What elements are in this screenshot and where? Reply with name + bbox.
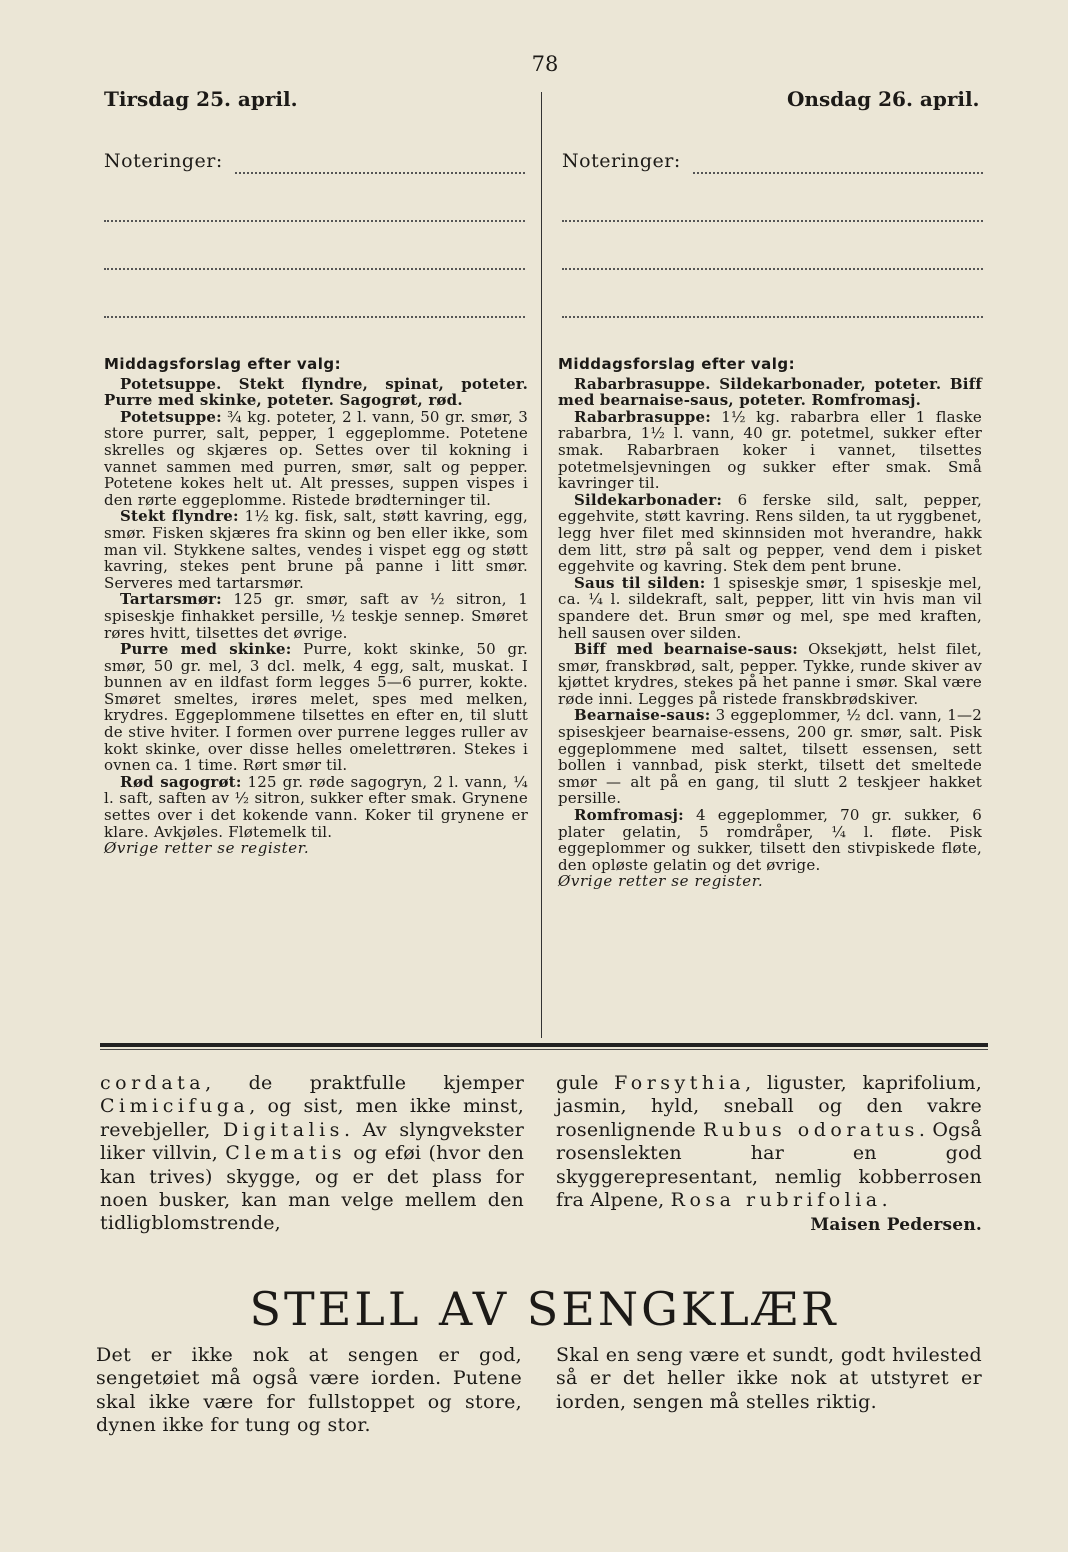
left-menu-column <box>104 356 528 857</box>
left-menu-intro: Potetsuppe. Stekt flyndre, spinat, poteter. Purre med skinke, poteter. Sagogrøt, rød. <box>104 374 528 410</box>
recipe-text: Oksekjøtt, helst filet, smør, franskbrød, salt, pepper. Tykke, runde skiver av kjøttet krydres, stekes på het panne i smør. Skal være røde inni. Legges på ristede franskbrødskiver. <box>558 640 982 708</box>
recipe-name: Tartarsmør: <box>120 590 222 609</box>
section-rule <box>100 1043 988 1047</box>
right-notes-line <box>693 172 983 174</box>
right-closing-note: Øvrige retter se register. <box>558 872 764 891</box>
right-menu-heading: Middagsforslag efter valg: <box>558 355 796 373</box>
plant-name: cordata <box>100 1072 206 1094</box>
article-text: . Også rosenslekten har en god skyggerepresentant, nemlig kobberrosen fra Alpene, <box>556 1118 982 1212</box>
article-text: gule <box>556 1072 615 1094</box>
article-text: og eføi (hvor den kan trives) skygge, og er det plass for noen busker, kan man velge mellem den tidligblomstrende, <box>100 1142 525 1235</box>
recipe <box>104 409 528 509</box>
section-right-column <box>556 1344 982 1414</box>
left-notes-line <box>235 172 525 174</box>
recipe-name: Potetsuppe: <box>120 407 222 426</box>
article-text: , de praktfulle kjemper <box>205 1072 524 1094</box>
recipe-text: 125 gr. røde sagogryn, 2 l. vann, ¼ l. saft, saften av ½ sitron, sukker efter smak. Grynene settes over i det kokende vann. Koker til grynene er klare. Avkjøles. Fløtemelk til. <box>104 772 529 841</box>
article-paragraph <box>556 1072 982 1212</box>
recipe-text: ¾ kg. poteter, 2 l. vann, 50 gr. smør, 3 store purrer, salt, pepper, 1 eggeplomme. Potetene skrelles og skjæres op. Settes over til kokning i vannet sammen med purren, smør, salt og pepper. Potetene kokes helt ut. Alt presses, suppen vispes i den rørte eggeplomme. Ristede brødterninger til. <box>104 407 528 509</box>
section-paragraph: Det er ikke nok at sengen er god, sengetøiet må også være iorden. Putene skal ikke være for fullstoppet og store, dynen ikke for tung og stor. <box>96 1344 522 1437</box>
article-text: . Av slyngvekster liker villvin, <box>100 1118 524 1165</box>
recipe <box>558 409 982 492</box>
recipe-name: Rød sagogrøt: <box>120 772 242 791</box>
section-left-column <box>96 1344 522 1438</box>
recipe-name: Sildekarbonader: <box>574 490 723 509</box>
recipe <box>558 707 982 807</box>
recipe-name: Purre med skinke: <box>120 640 292 659</box>
left-notes-line <box>104 268 525 270</box>
recipe <box>558 492 982 575</box>
right-menu-column <box>558 356 982 890</box>
right-day-heading: Onsdag 26. april. <box>787 87 980 111</box>
recipe-name: Rabarbrasuppe: <box>574 407 711 426</box>
left-notes-line <box>104 316 525 318</box>
plant-name: Clematis <box>225 1142 346 1165</box>
left-closing-note: Øvrige retter se register. <box>104 839 310 858</box>
left-menu-heading: Middagsforslag efter valg: <box>104 355 342 373</box>
plant-name: Forsythia <box>614 1072 746 1094</box>
recipe <box>104 591 528 641</box>
recipe-text: 125 gr. smør, saft av ½ sitron, 1 spiseskje finhakket persille, ½ teskje sennep. Smøret røres hvitt, tilsettes det øvrige. <box>104 590 529 642</box>
right-notes-line <box>562 220 983 222</box>
recipe <box>104 508 528 591</box>
left-notes-line <box>104 220 525 222</box>
recipe <box>104 774 528 840</box>
article-text: , og sist, men ikke minst, revebjeller, <box>100 1095 524 1141</box>
article-left-column <box>100 1072 524 1236</box>
plant-name: Rubus odoratus <box>703 1118 919 1141</box>
right-notes-line <box>562 316 983 318</box>
recipe-text: 3 eggeplommer, ½ dcl. vann, 1—2 spiseskjeer bearnaise-essens, 200 gr. smør, salt. Pisk eggeplommene med saltet, tilsett essensen, sett bollen i vannbad, pisk sterkt, tilsett det smeltede smør — alt på en gang, til slutt 2 teskjeer hakket persille. <box>558 706 982 808</box>
recipe-text: Purre, kokt skinke, 50 gr. smør, 50 gr. mel, 3 dcl. melk, 4 egg, salt, muskat. I bunnen av en ildfast form legges 5—6 purrer, kokte. Smøret smeltes, irøres melet, spes med melken, krydres. Eggeplommene tilsettes en efter en, til slutt de stive hviter. I formen over purrene legges ruller av kokt skinke, over disse helles omelettrøren. Stekes i ovnen ca. 1 time. Rørt smør til. <box>104 640 528 775</box>
right-notes-line <box>562 268 983 270</box>
article-text: . <box>881 1189 888 1212</box>
recipe-name: Bearnaise-saus: <box>574 706 711 725</box>
article-right-column <box>556 1072 982 1238</box>
section-title: STELL AV SENGKLÆR <box>249 1282 839 1336</box>
left-day-heading: Tirsdag 25. april. <box>104 87 298 111</box>
recipe-text: 6 ferske sild, salt, pepper, eggehvite, støtt kavring. Rens silden, ta ut ryggbenet, legg hver filet med skinnsiden mot hverandre, hakk dem litt, strø på salt og pepper, vend dem i pisket eggehvite og kavring. Stek dem pent brune. <box>558 490 982 576</box>
plant-name: Digitalis <box>223 1118 344 1141</box>
section-paragraph: Skal en seng være et sundt, godt hvilested så er det heller ikke nok at utstyret er iorden, sengen må stelles riktig. <box>556 1344 982 1413</box>
right-notes-label: Noteringer: <box>562 150 681 172</box>
article-text: , liguster, kaprifolium, jasmin, hyld, sneball og den vakre rosenlignende <box>556 1072 982 1141</box>
recipe-text: 1 spiseskje smør, 1 spiseskje mel, ca. ¼ l. sildekraft, salt, pepper, litt vin hvis man vil spandere det. Brun smør og mel, spe med kraften, hell sausen over silden. <box>558 573 982 642</box>
recipe <box>558 641 982 707</box>
right-menu-intro: Rabarbrasuppe. Sildekarbonader, poteter. Biff med bearnaise-saus, poteter. Romfromasj. <box>558 374 982 410</box>
recipe-text: 1½ kg. rabarbra eller 1 flaske rabarbra, 1½ l. vann, 40 gr. potetmel, sukker efter smak. Rabarbraen koker i vannet, tilsettes potetmelsjevningen og sukker efter smak. Små kavringer til. <box>558 407 982 493</box>
article-paragraph <box>100 1072 524 1236</box>
left-notes-label: Noteringer: <box>104 150 223 172</box>
recipe-text: 4 eggeplommer, 70 gr. sukker, 6 plater gelatin, 5 romdråper, ¼ l. fløte. Pisk eggeplommer og sukker, tilsett den stivpiskede fløte, den opløste gelatin og det øvrige. <box>558 806 982 874</box>
recipe-name: Stekt flyndre: <box>120 507 239 526</box>
column-divider <box>541 92 542 1038</box>
recipe-name: Saus til silden: <box>574 573 706 592</box>
section-rule-thin <box>100 1049 988 1050</box>
recipe <box>104 641 528 774</box>
article-author: Maisen Pedersen. <box>810 1215 982 1236</box>
recipe <box>558 807 982 873</box>
recipe-name: Biff med bearnaise-saus: <box>574 640 798 659</box>
plant-name: Rosa rubrifolia <box>670 1189 882 1212</box>
recipe-text: 1½ kg. fisk, salt, støtt kavring, egg, smør. Fisken skjæres fra skinn og ben eller ikke, som man vil. Stykkene saltes, vendes i vispet egg og støtt kavring, stekes pent brune på panne i litt smør. Serveres med tartarsmør. <box>104 507 528 592</box>
page-number: 78 <box>531 52 559 76</box>
recipe-name: Romfromasj: <box>574 806 684 825</box>
recipe <box>558 575 982 641</box>
plant-name: Cimicifuga <box>100 1095 250 1118</box>
